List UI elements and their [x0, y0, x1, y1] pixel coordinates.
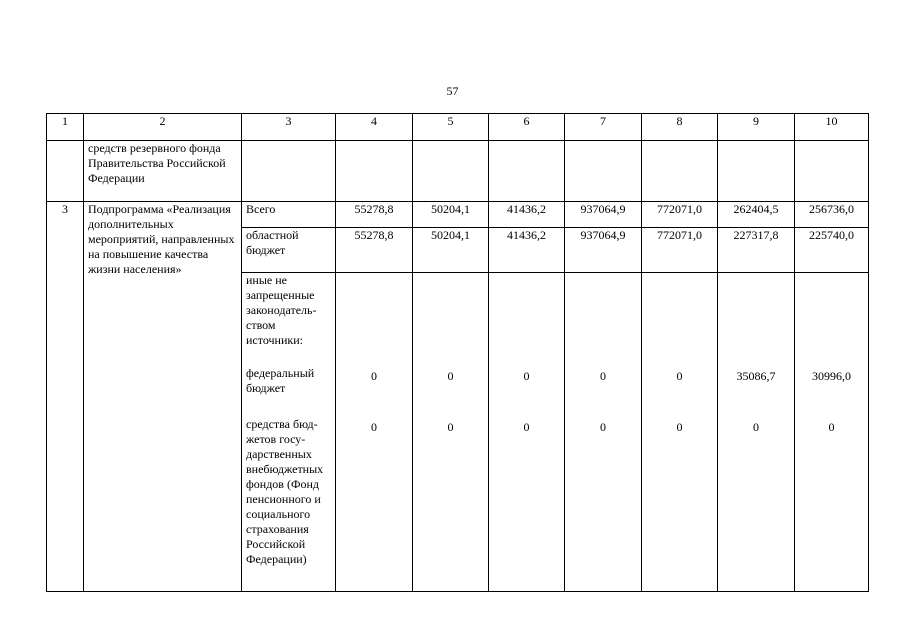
total-value: 41436,2	[489, 202, 565, 228]
funds-value: 0	[753, 420, 759, 434]
header-cell: 8	[642, 114, 718, 141]
funds-value: 0	[600, 420, 606, 434]
header-cell: 10	[795, 114, 869, 141]
total-label: Всего	[242, 202, 336, 228]
reserve-fund-text: средств резервного фонда Правительства Российской Федерации	[84, 141, 242, 202]
federal-value: 0	[600, 369, 606, 383]
funds-value: 0	[371, 420, 377, 434]
other-sources-cell	[242, 273, 336, 592]
subprogram-title: Подпрограмма «Реализация дополнительных мероприятий, направленных на повышение качества жизни населения»	[84, 202, 242, 592]
other-sources-label: иные не запрещенные законодатель-ством источники:	[246, 273, 317, 347]
header-cell: 2	[84, 114, 242, 141]
funds-label: средства бюд-жетов госу-дарственных внебюджетных фондов (Фонд пенсионного и социального страхования Российской Федерации)	[246, 417, 324, 566]
total-value: 55278,8	[336, 202, 413, 228]
federal-value: 30996,0	[812, 369, 851, 383]
federal-value: 0	[523, 369, 530, 383]
funds-value: 0	[676, 420, 683, 434]
header-cell: 4	[336, 114, 413, 141]
total-value: 256736,0	[795, 202, 869, 228]
header-cell: 1	[47, 114, 84, 141]
regional-label: областной бюджет	[242, 228, 336, 273]
funds-value: 0	[828, 420, 835, 434]
header-cell: 9	[718, 114, 795, 141]
total-value: 937064,9	[565, 202, 642, 228]
federal-label: федеральный бюджет	[246, 366, 315, 395]
other-values-cell	[336, 273, 413, 592]
other-values-cell	[718, 273, 795, 592]
regional-value: 772071,0	[642, 228, 718, 273]
table-row	[47, 202, 869, 228]
other-values-cell	[642, 273, 718, 592]
federal-value: 0	[447, 369, 454, 383]
header-cell: 3	[242, 114, 336, 141]
budget-table	[46, 113, 869, 592]
federal-value: 0	[371, 369, 377, 383]
regional-value: 50204,1	[413, 228, 489, 273]
regional-value: 41436,2	[489, 228, 565, 273]
other-values-cell	[565, 273, 642, 592]
federal-value: 0	[676, 369, 683, 383]
other-values-cell	[795, 273, 869, 592]
regional-value: 55278,8	[336, 228, 413, 273]
row-number: 3	[47, 202, 84, 592]
regional-value: 937064,9	[565, 228, 642, 273]
header-cell: 5	[413, 114, 489, 141]
federal-value: 35086,7	[736, 369, 776, 383]
page-number: 57	[446, 84, 459, 98]
regional-value: 227317,8	[718, 228, 795, 273]
funds-value: 0	[523, 420, 530, 434]
header-cell: 6	[489, 114, 565, 141]
regional-value: 225740,0	[795, 228, 869, 273]
table-row	[47, 141, 869, 202]
funds-value: 0	[447, 420, 454, 434]
header-row	[47, 114, 869, 141]
other-values-cell	[413, 273, 489, 592]
header-cell: 7	[565, 114, 642, 141]
total-value: 262404,5	[718, 202, 795, 228]
total-value: 772071,0	[642, 202, 718, 228]
total-value: 50204,1	[413, 202, 489, 228]
other-values-cell	[489, 273, 565, 592]
